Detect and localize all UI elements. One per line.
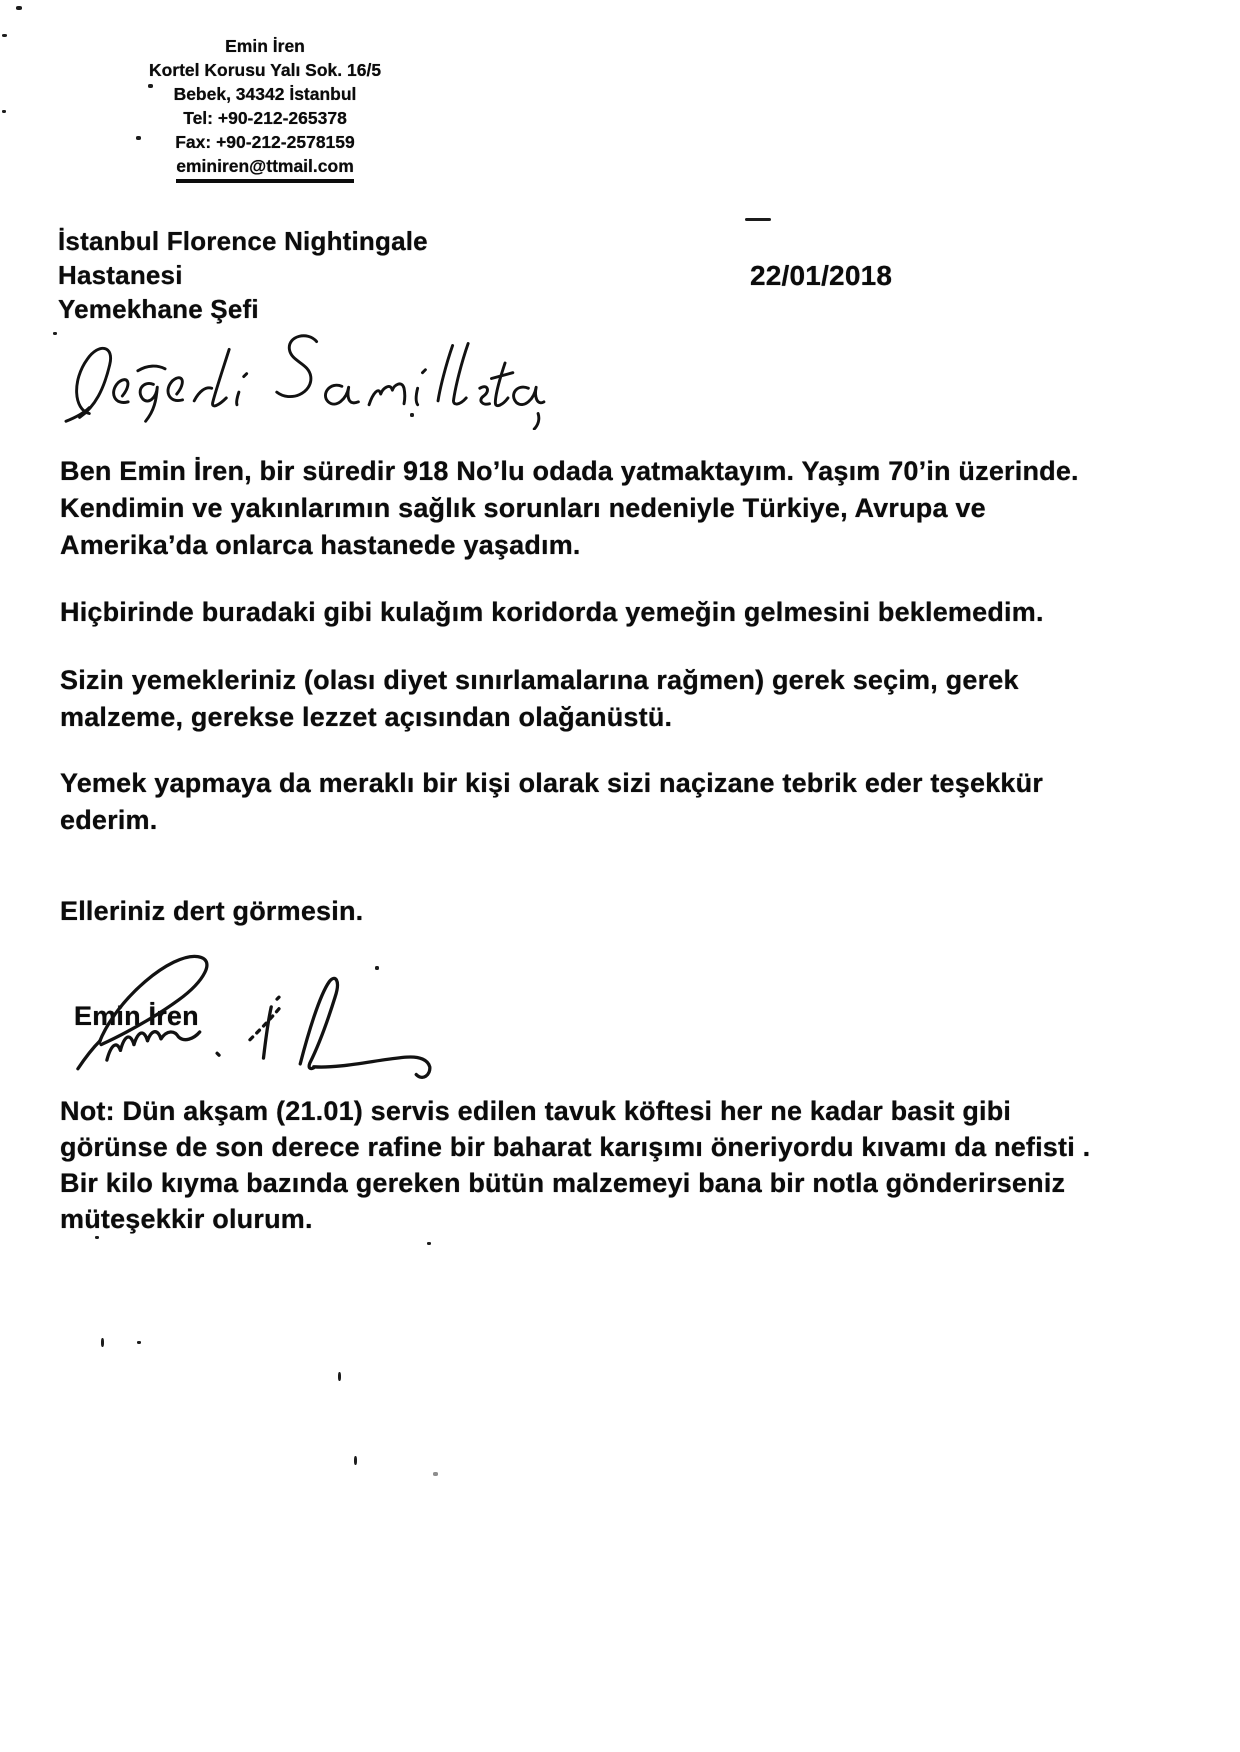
scan-speck xyxy=(101,1338,104,1347)
sender-name: Emin İren xyxy=(225,36,305,56)
closing-line: Elleriniz dert görmesin. xyxy=(60,896,364,926)
scan-speck xyxy=(745,218,771,221)
postscript-line: müteşekkir olurum. xyxy=(60,1204,313,1234)
handwritten-salutation xyxy=(58,328,548,430)
body-line: Yemek yapmaya da meraklı bir kişi olarak sizi naçizane tebrik eder teşekkür xyxy=(60,768,1044,798)
sender-address-line2: Bebek, 34342 İstanbul xyxy=(173,84,357,104)
sender-email: eminiren@ttmail.com xyxy=(176,154,354,183)
body-line: Sizin yemekleriniz (olası diyet sınırlamalarına rağmen) gerek seçim, gerek xyxy=(60,665,1019,695)
postscript-line: görünse de son derece rafine bir baharat karışımı öneriyordu kıvamı da nefisti . xyxy=(60,1132,1091,1162)
scan-speck xyxy=(427,1242,431,1245)
body-line: Hiçbirinde buradaki gibi kulağım koridorda yemeğin gelmesini beklemedim. xyxy=(60,597,1044,627)
sender-address-line1: Kortel Korusu Yalı Sok. 16/5 xyxy=(148,60,382,80)
scan-speck xyxy=(148,84,153,88)
postscript-line: Not: Dün akşam (21.01) servis edilen tavuk köftesi her ne kadar basit gibi xyxy=(60,1096,1012,1126)
scan-speck xyxy=(338,1372,341,1381)
handwritten-signature xyxy=(66,945,461,1090)
postscript-line: Bir kilo kıyma bazında gereken bütün malzemeyi bana bir notla gönderirseniz xyxy=(60,1168,1066,1198)
sender-tel: Tel: +90-212-265378 xyxy=(183,108,347,128)
scan-speck xyxy=(53,332,57,335)
body-line: Amerika’da onlarca hastanede yaşadım. xyxy=(60,530,581,560)
scan-speck xyxy=(2,34,7,37)
recipient-line-2: Hastanesi xyxy=(58,260,183,290)
letter-date: 22/01/2018 xyxy=(750,260,893,291)
scan-speck xyxy=(95,1236,99,1239)
scan-speck xyxy=(137,1341,141,1344)
scan-speck xyxy=(136,136,141,140)
signature-typed-name: Emin İren xyxy=(74,1001,199,1031)
sender-letterhead xyxy=(100,34,430,183)
sender-fax: Fax: +90-212-2578159 xyxy=(175,132,355,152)
recipient-line-1: İstanbul Florence Nightingale xyxy=(58,226,428,256)
body-line: Kendimin ve yakınlarımın sağlık sorunları nedeniyle Türkiye, Avrupa ve xyxy=(60,493,986,523)
scan-speck xyxy=(2,110,6,113)
scan-speck xyxy=(354,1456,357,1465)
body-line: malzeme, gerekse lezzet açısından olağanüstü. xyxy=(60,702,673,732)
scan-speck xyxy=(410,413,414,417)
body-line: ederim. xyxy=(60,805,158,835)
recipient-line-3: Yemekhane Şefi xyxy=(58,294,259,324)
scan-speck xyxy=(16,6,22,10)
scan-speck xyxy=(433,1472,438,1476)
body-line: Ben Emin İren, bir süredir 918 No’lu odada yatmaktayım. Yaşım 70’in üzerinde. xyxy=(60,456,1079,486)
scan-speck xyxy=(375,966,379,970)
